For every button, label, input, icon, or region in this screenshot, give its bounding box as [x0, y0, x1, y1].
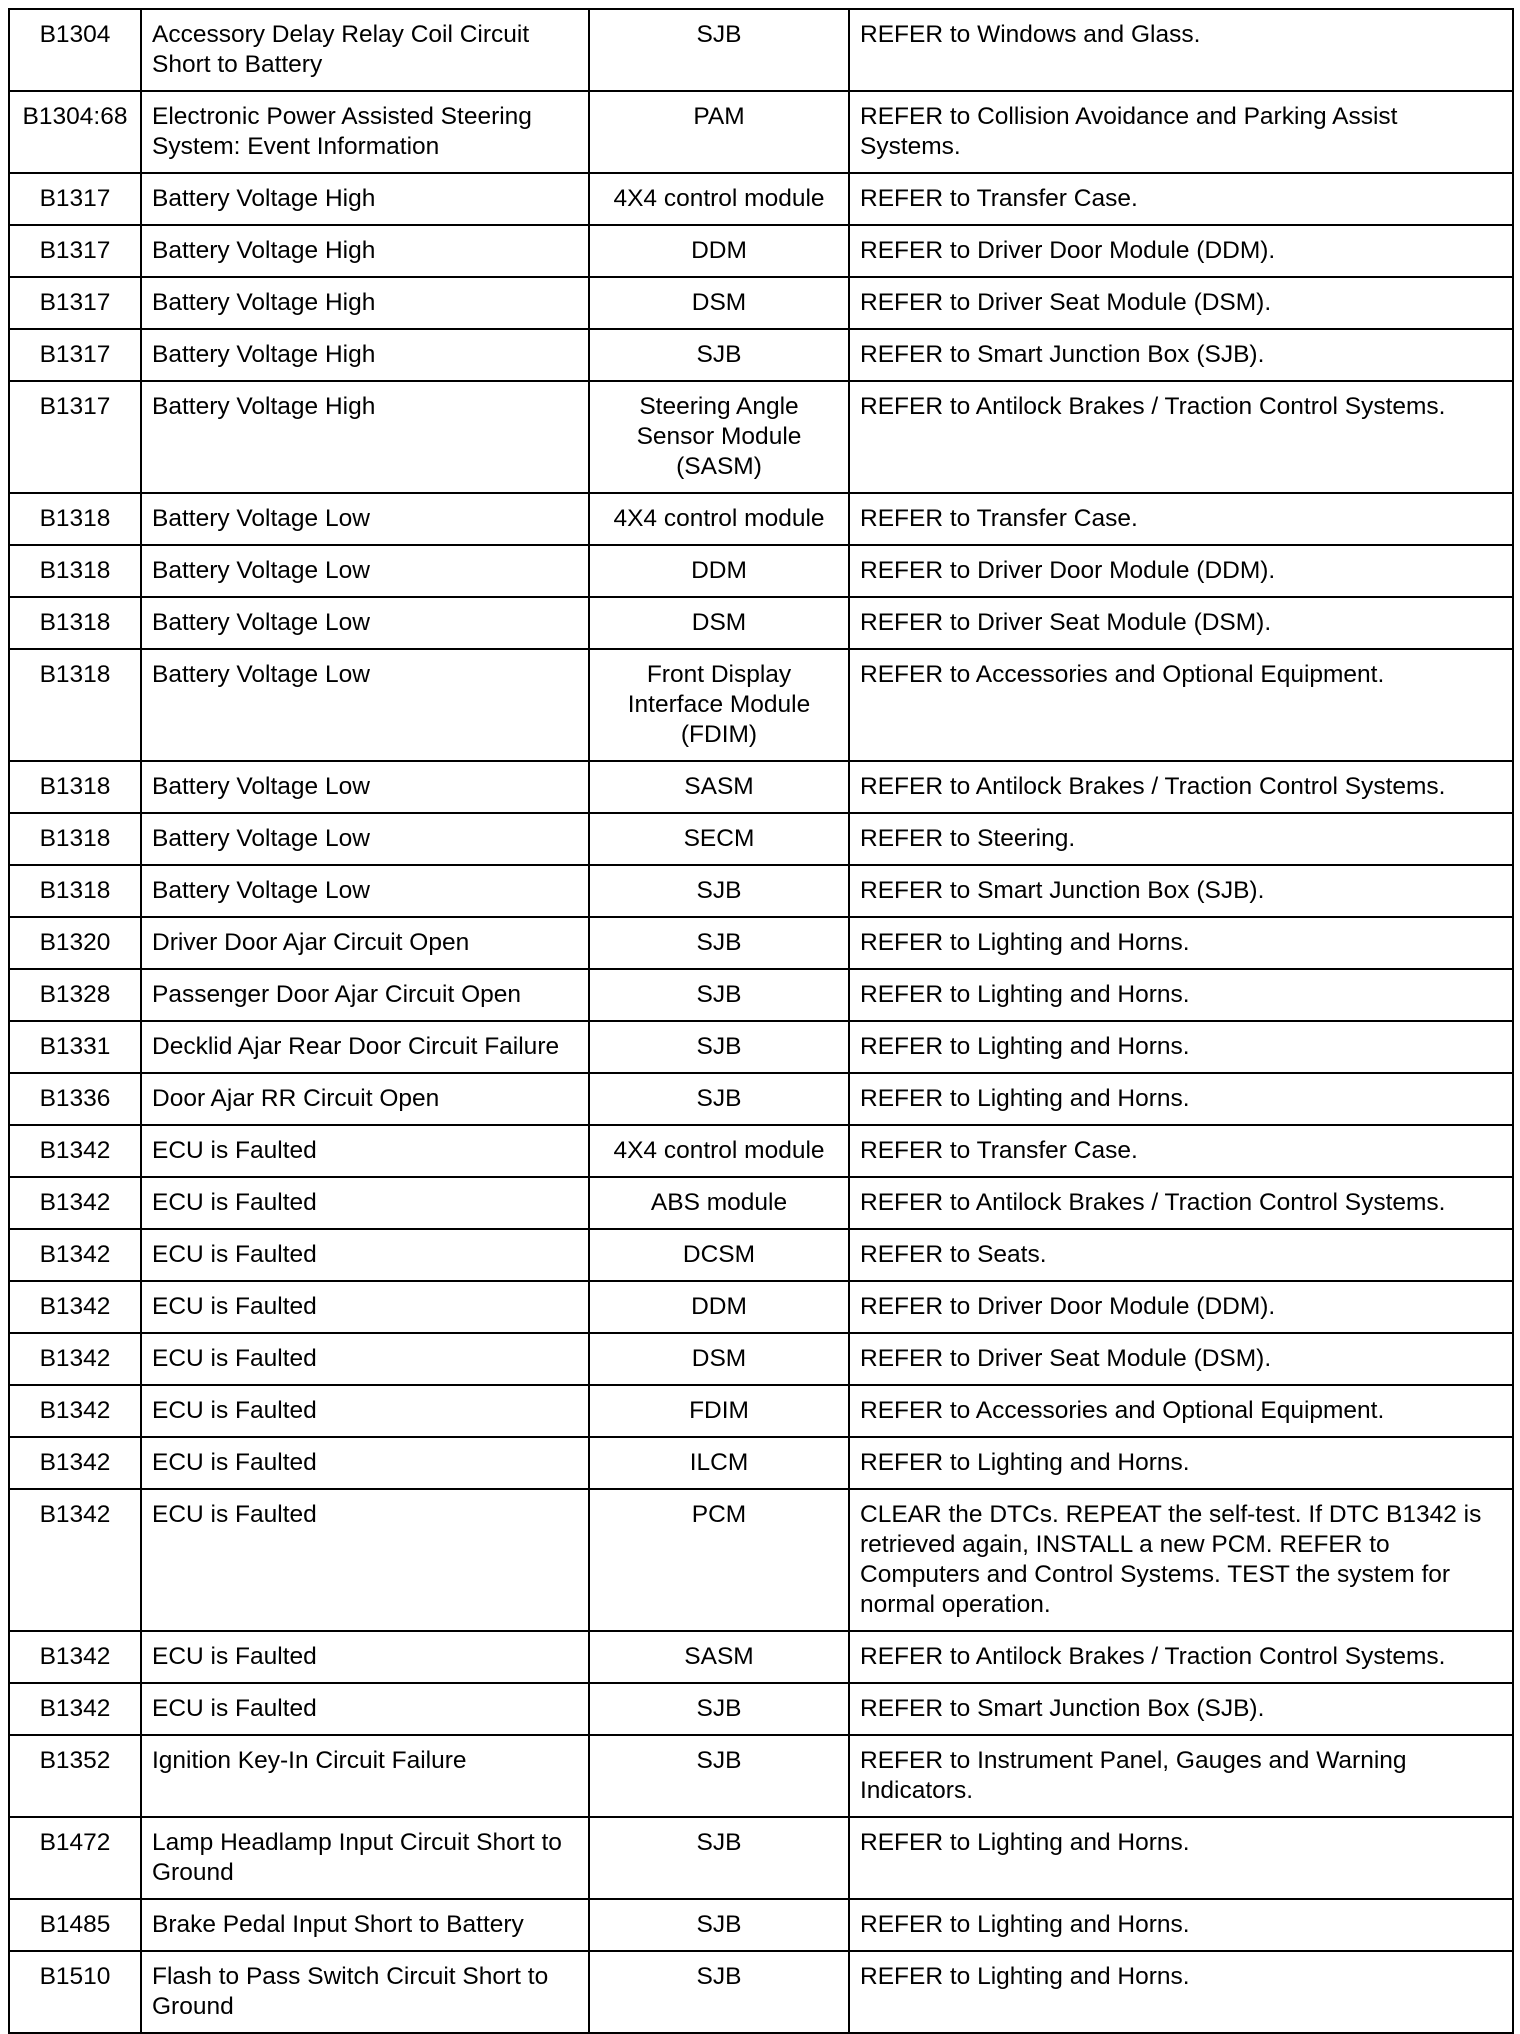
action-cell: REFER to Antilock Brakes / Traction Control Systems. — [849, 761, 1513, 813]
action-cell: REFER to Transfer Case. — [849, 173, 1513, 225]
table-row — [9, 1437, 1513, 1489]
dtc-code-cell: B1342 — [9, 1437, 141, 1489]
table-row — [9, 1631, 1513, 1683]
module-cell: SJB — [589, 1683, 849, 1735]
dtc-description-cell: Brake Pedal Input Short to Battery — [141, 1899, 589, 1951]
dtc-code-cell: B1317 — [9, 277, 141, 329]
module-cell: ILCM — [589, 1437, 849, 1489]
module-cell: SJB — [589, 1735, 849, 1817]
action-cell: REFER to Lighting and Horns. — [849, 969, 1513, 1021]
table-row — [9, 1817, 1513, 1899]
table-row — [9, 1021, 1513, 1073]
dtc-description-cell: Battery Voltage High — [141, 329, 589, 381]
module-cell: SASM — [589, 761, 849, 813]
dtc-code-cell: B1318 — [9, 865, 141, 917]
dtc-description-cell: Battery Voltage Low — [141, 865, 589, 917]
module-cell: DDM — [589, 545, 849, 597]
action-cell: REFER to Windows and Glass. — [849, 9, 1513, 91]
action-cell: REFER to Lighting and Horns. — [849, 1817, 1513, 1899]
dtc-code-cell: B1342 — [9, 1281, 141, 1333]
action-cell: REFER to Collision Avoidance and Parking Assist Systems. — [849, 91, 1513, 173]
dtc-code-cell: B1352 — [9, 1735, 141, 1817]
dtc-description-cell: Battery Voltage Low — [141, 597, 589, 649]
table-row — [9, 865, 1513, 917]
module-cell: DSM — [589, 597, 849, 649]
action-cell: REFER to Accessories and Optional Equipment. — [849, 1385, 1513, 1437]
dtc-description-cell: Battery Voltage Low — [141, 493, 589, 545]
module-cell: SJB — [589, 1817, 849, 1899]
table-row — [9, 917, 1513, 969]
table-row — [9, 969, 1513, 1021]
table-row — [9, 1281, 1513, 1333]
dtc-description-cell: Passenger Door Ajar Circuit Open — [141, 969, 589, 1021]
action-cell: REFER to Lighting and Horns. — [849, 1073, 1513, 1125]
dtc-code-cell: B1304:68 — [9, 91, 141, 173]
module-cell: SECM — [589, 813, 849, 865]
module-cell: Front Display Interface Module (FDIM) — [589, 649, 849, 761]
module-cell: DSM — [589, 1333, 849, 1385]
dtc-description-cell: Battery Voltage High — [141, 277, 589, 329]
dtc-code-cell: B1317 — [9, 381, 141, 493]
module-cell: SASM — [589, 1631, 849, 1683]
action-cell: REFER to Antilock Brakes / Traction Control Systems. — [849, 1177, 1513, 1229]
dtc-code-cell: B1331 — [9, 1021, 141, 1073]
dtc-code-cell: B1318 — [9, 597, 141, 649]
dtc-description-cell: Battery Voltage Low — [141, 813, 589, 865]
module-cell: 4X4 control module — [589, 1125, 849, 1177]
action-cell: REFER to Smart Junction Box (SJB). — [849, 865, 1513, 917]
document-page — [8, 8, 1512, 2034]
dtc-code-cell: B1510 — [9, 1951, 141, 2033]
module-cell: DDM — [589, 1281, 849, 1333]
action-cell: REFER to Transfer Case. — [849, 1125, 1513, 1177]
dtc-code-cell: B1318 — [9, 649, 141, 761]
action-cell: REFER to Instrument Panel, Gauges and Warning Indicators. — [849, 1735, 1513, 1817]
table-row — [9, 381, 1513, 493]
dtc-code-cell: B1317 — [9, 225, 141, 277]
module-cell: FDIM — [589, 1385, 849, 1437]
action-cell: REFER to Lighting and Horns. — [849, 917, 1513, 969]
dtc-description-cell: ECU is Faulted — [141, 1437, 589, 1489]
module-cell: ABS module — [589, 1177, 849, 1229]
table-row — [9, 1229, 1513, 1281]
table-row — [9, 761, 1513, 813]
table-row — [9, 277, 1513, 329]
dtc-code-cell: B1304 — [9, 9, 141, 91]
table-row — [9, 1385, 1513, 1437]
module-cell: PAM — [589, 91, 849, 173]
module-cell: SJB — [589, 1021, 849, 1073]
table-row — [9, 545, 1513, 597]
dtc-description-cell: Ignition Key-In Circuit Failure — [141, 1735, 589, 1817]
action-cell: REFER to Lighting and Horns. — [849, 1899, 1513, 1951]
action-cell: REFER to Lighting and Horns. — [849, 1021, 1513, 1073]
action-cell: REFER to Seats. — [849, 1229, 1513, 1281]
dtc-description-cell: Lamp Headlamp Input Circuit Short to Ground — [141, 1817, 589, 1899]
action-cell: REFER to Antilock Brakes / Traction Control Systems. — [849, 1631, 1513, 1683]
table-row — [9, 813, 1513, 865]
action-cell: REFER to Driver Door Module (DDM). — [849, 225, 1513, 277]
module-cell: SJB — [589, 969, 849, 1021]
dtc-description-cell: Flash to Pass Switch Circuit Short to Ground — [141, 1951, 589, 2033]
module-cell: SJB — [589, 865, 849, 917]
table-row — [9, 1333, 1513, 1385]
dtc-code-cell: B1336 — [9, 1073, 141, 1125]
dtc-description-cell: Battery Voltage High — [141, 225, 589, 277]
table-row — [9, 329, 1513, 381]
table-row — [9, 1683, 1513, 1735]
table-row — [9, 173, 1513, 225]
dtc-code-cell: B1342 — [9, 1177, 141, 1229]
module-cell: SJB — [589, 9, 849, 91]
dtc-description-cell: ECU is Faulted — [141, 1125, 589, 1177]
dtc-code-cell: B1342 — [9, 1229, 141, 1281]
dtc-code-cell: B1472 — [9, 1817, 141, 1899]
dtc-description-cell: ECU is Faulted — [141, 1229, 589, 1281]
action-cell: CLEAR the DTCs. REPEAT the self-test. If DTC B1342 is retrieved again, INSTALL a new PCM. REFER to Computers and Control Systems. TEST the system for normal operation. — [849, 1489, 1513, 1631]
module-cell: Steering Angle Sensor Module (SASM) — [589, 381, 849, 493]
dtc-code-cell: B1318 — [9, 813, 141, 865]
dtc-description-cell: ECU is Faulted — [141, 1281, 589, 1333]
dtc-code-cell: B1328 — [9, 969, 141, 1021]
dtc-description-cell: ECU is Faulted — [141, 1489, 589, 1631]
module-cell: SJB — [589, 1899, 849, 1951]
table-row — [9, 597, 1513, 649]
dtc-code-cell: B1485 — [9, 1899, 141, 1951]
action-cell: REFER to Driver Door Module (DDM). — [849, 1281, 1513, 1333]
dtc-description-cell: ECU is Faulted — [141, 1333, 589, 1385]
dtc-table — [8, 8, 1514, 2034]
dtc-code-cell: B1318 — [9, 545, 141, 597]
dtc-description-cell: Battery Voltage High — [141, 381, 589, 493]
table-row — [9, 1073, 1513, 1125]
dtc-code-cell: B1342 — [9, 1631, 141, 1683]
dtc-code-cell: B1320 — [9, 917, 141, 969]
module-cell: DDM — [589, 225, 849, 277]
dtc-code-cell: B1342 — [9, 1385, 141, 1437]
dtc-code-cell: B1342 — [9, 1333, 141, 1385]
dtc-code-cell: B1342 — [9, 1125, 141, 1177]
dtc-description-cell: ECU is Faulted — [141, 1683, 589, 1735]
dtc-description-cell: Accessory Delay Relay Coil Circuit Short to Battery — [141, 9, 589, 91]
module-cell: PCM — [589, 1489, 849, 1631]
action-cell: REFER to Smart Junction Box (SJB). — [849, 1683, 1513, 1735]
action-cell: REFER to Smart Junction Box (SJB). — [849, 329, 1513, 381]
dtc-description-cell: Battery Voltage High — [141, 173, 589, 225]
dtc-description-cell: Electronic Power Assisted Steering System: Event Information — [141, 91, 589, 173]
table-row — [9, 1951, 1513, 2033]
module-cell: 4X4 control module — [589, 493, 849, 545]
module-cell: SJB — [589, 917, 849, 969]
module-cell: SJB — [589, 1951, 849, 2033]
module-cell: DSM — [589, 277, 849, 329]
dtc-description-cell: Battery Voltage Low — [141, 761, 589, 813]
module-cell: 4X4 control module — [589, 173, 849, 225]
dtc-description-cell: ECU is Faulted — [141, 1631, 589, 1683]
action-cell: REFER to Lighting and Horns. — [849, 1437, 1513, 1489]
dtc-description-cell: Battery Voltage Low — [141, 545, 589, 597]
dtc-description-cell: ECU is Faulted — [141, 1177, 589, 1229]
action-cell: REFER to Transfer Case. — [849, 493, 1513, 545]
table-row — [9, 1177, 1513, 1229]
table-row — [9, 91, 1513, 173]
action-cell: REFER to Driver Seat Module (DSM). — [849, 277, 1513, 329]
dtc-description-cell: Driver Door Ajar Circuit Open — [141, 917, 589, 969]
action-cell: REFER to Lighting and Horns. — [849, 1951, 1513, 2033]
table-row — [9, 225, 1513, 277]
dtc-code-cell: B1342 — [9, 1683, 141, 1735]
action-cell: REFER to Steering. — [849, 813, 1513, 865]
dtc-description-cell: ECU is Faulted — [141, 1385, 589, 1437]
table-row — [9, 1735, 1513, 1817]
table-row — [9, 1899, 1513, 1951]
table-row — [9, 1125, 1513, 1177]
table-row — [9, 493, 1513, 545]
action-cell: REFER to Accessories and Optional Equipment. — [849, 649, 1513, 761]
action-cell: REFER to Driver Door Module (DDM). — [849, 545, 1513, 597]
dtc-code-cell: B1317 — [9, 173, 141, 225]
dtc-code-cell: B1318 — [9, 761, 141, 813]
table-row — [9, 1489, 1513, 1631]
module-cell: SJB — [589, 329, 849, 381]
module-cell: SJB — [589, 1073, 849, 1125]
dtc-code-cell: B1317 — [9, 329, 141, 381]
dtc-description-cell: Battery Voltage Low — [141, 649, 589, 761]
action-cell: REFER to Driver Seat Module (DSM). — [849, 1333, 1513, 1385]
dtc-code-cell: B1342 — [9, 1489, 141, 1631]
table-row — [9, 9, 1513, 91]
action-cell: REFER to Driver Seat Module (DSM). — [849, 597, 1513, 649]
table-row — [9, 649, 1513, 761]
dtc-description-cell: Door Ajar RR Circuit Open — [141, 1073, 589, 1125]
module-cell: DCSM — [589, 1229, 849, 1281]
action-cell: REFER to Antilock Brakes / Traction Control Systems. — [849, 381, 1513, 493]
dtc-table-body — [9, 9, 1513, 2033]
dtc-code-cell: B1318 — [9, 493, 141, 545]
dtc-description-cell: Decklid Ajar Rear Door Circuit Failure — [141, 1021, 589, 1073]
